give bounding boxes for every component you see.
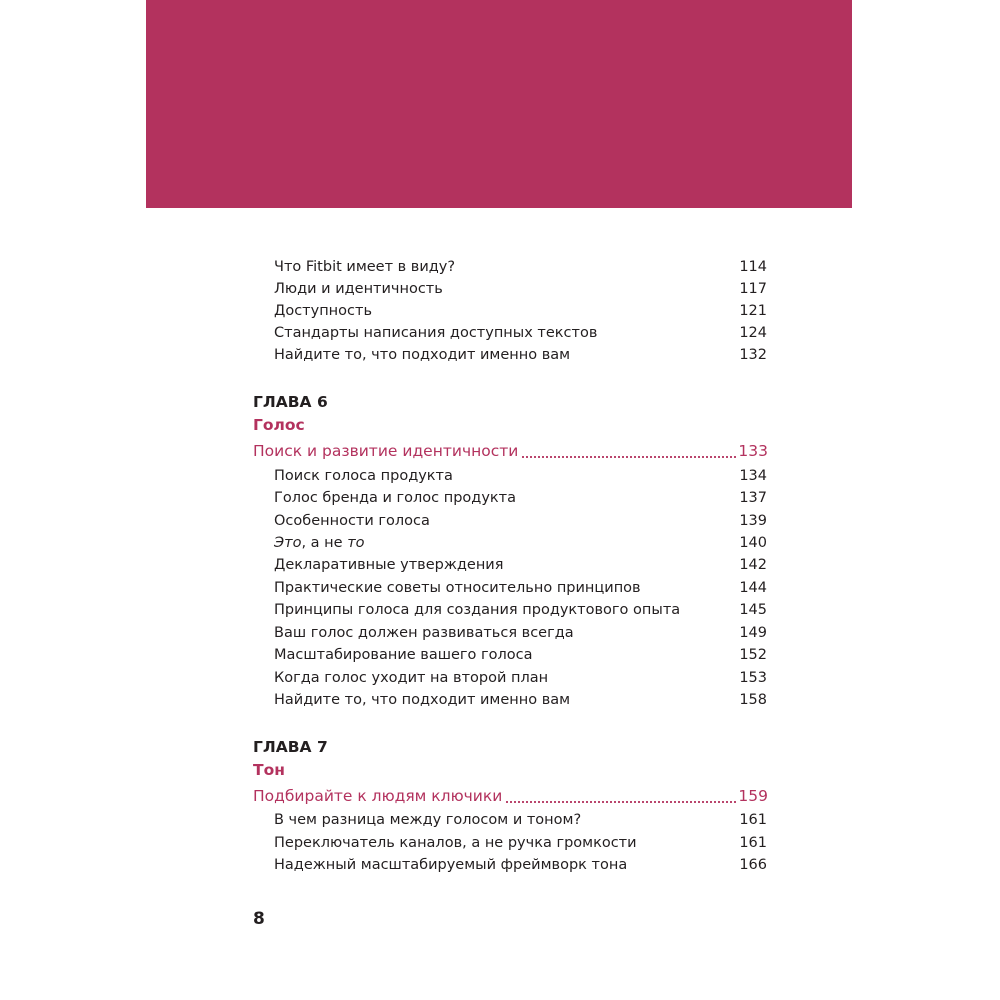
toc-entry-page: 161 <box>739 835 767 851</box>
toc-entry-page: 134 <box>739 468 767 484</box>
toc-entry-page: 144 <box>739 580 767 596</box>
toc-entry-title: Поиск голоса продукта <box>274 468 453 484</box>
dot-leader <box>522 456 736 458</box>
toc-entry <box>274 854 767 876</box>
toc-entry-page: 166 <box>739 857 767 873</box>
page-number: 8 <box>253 909 265 929</box>
toc-entry <box>274 622 767 644</box>
toc-entry-title: Доступность <box>274 303 372 319</box>
toc-entry-title: Надежный масштабируемый фреймворк тона <box>274 857 628 873</box>
toc-entry <box>274 344 767 366</box>
chapter-6-label: ГЛАВА 6 <box>253 393 328 411</box>
toc-entry-title: Что Fitbit имеет в виду? <box>274 259 456 275</box>
toc-entry <box>274 532 767 554</box>
toc-entry-page: 152 <box>739 647 767 663</box>
toc-entry-title: Переключатель каналов, а не ручка громкости <box>274 835 637 851</box>
toc-entry-title: Голос бренда и голос продукта <box>274 490 516 506</box>
toc-entry <box>274 689 767 711</box>
toc-entry-title: Ваш голос должен развиваться всегда <box>274 625 574 641</box>
toc-entry-title: В чем разница между голосом и тоном? <box>274 812 582 828</box>
toc-entry-page: 149 <box>739 625 767 641</box>
italic-word: то <box>347 535 365 551</box>
toc-entry-page: 137 <box>739 490 767 506</box>
section-title: Поиск и развитие идентичности <box>253 442 519 460</box>
section-page: 159 <box>738 787 768 805</box>
toc-entry-page: 145 <box>739 602 767 618</box>
toc-entry <box>274 599 767 621</box>
toc-entry-title: Найдите то, что подходит именно вам <box>274 692 571 708</box>
toc-entry <box>274 300 767 322</box>
chapter-7-section <box>253 784 768 808</box>
toc-entry <box>274 322 767 344</box>
toc-entry-title: Найдите то, что подходит именно вам <box>274 347 571 363</box>
chapter-7-label: ГЛАВА 7 <box>253 738 328 756</box>
chapter-6-title: Голос <box>253 416 305 434</box>
toc-entry <box>274 554 767 576</box>
chapter-7-title: Тон <box>253 761 285 779</box>
toc-entry-page: 124 <box>739 325 767 341</box>
toc-entry-title: Особенности голоса <box>274 513 430 529</box>
chapter-6-section <box>253 439 768 463</box>
toc-entry-page: 139 <box>739 513 767 529</box>
toc-entry <box>274 809 767 831</box>
toc-entry-title: Когда голос уходит на второй план <box>274 670 549 686</box>
toc-entry-page: 161 <box>739 812 767 828</box>
dot-leader <box>506 801 736 803</box>
section-page: 133 <box>738 442 768 460</box>
toc-entry-page: 121 <box>739 303 767 319</box>
section-title: Подбирайте к людям ключики <box>253 787 503 805</box>
toc-entry-title: Масштабирование вашего голоса <box>274 647 533 663</box>
toc-entry-title: Декларативные утверждения <box>274 557 504 573</box>
toc-entry <box>274 256 767 278</box>
toc-entry-page: 140 <box>739 535 767 551</box>
toc-entry <box>274 577 767 599</box>
toc-entry-page: 114 <box>739 259 767 275</box>
toc-entry-title: Стандарты написания доступных текстов <box>274 325 598 341</box>
toc-entry-page: 142 <box>739 557 767 573</box>
toc-entry <box>274 278 767 300</box>
toc-entry <box>274 832 767 854</box>
toc-entry <box>274 510 767 532</box>
toc-entry <box>274 487 767 509</box>
toc-entry-title <box>274 532 365 554</box>
toc-entry-title: Люди и идентичность <box>274 281 443 297</box>
toc-entry-page: 117 <box>739 281 767 297</box>
toc-entry-page: 158 <box>739 692 767 708</box>
toc-entry-title: Практические советы относительно принципов <box>274 580 641 596</box>
toc-entry-page: 153 <box>739 670 767 686</box>
toc-entry <box>274 465 767 487</box>
title-middle: , а не <box>301 535 348 551</box>
italic-word: Это <box>274 535 302 551</box>
toc-entry <box>274 644 767 666</box>
toc-entry <box>274 667 767 689</box>
toc-entry-title: Принципы голоса для создания продуктового опыта <box>274 602 681 618</box>
toc-entry-page: 132 <box>739 347 767 363</box>
